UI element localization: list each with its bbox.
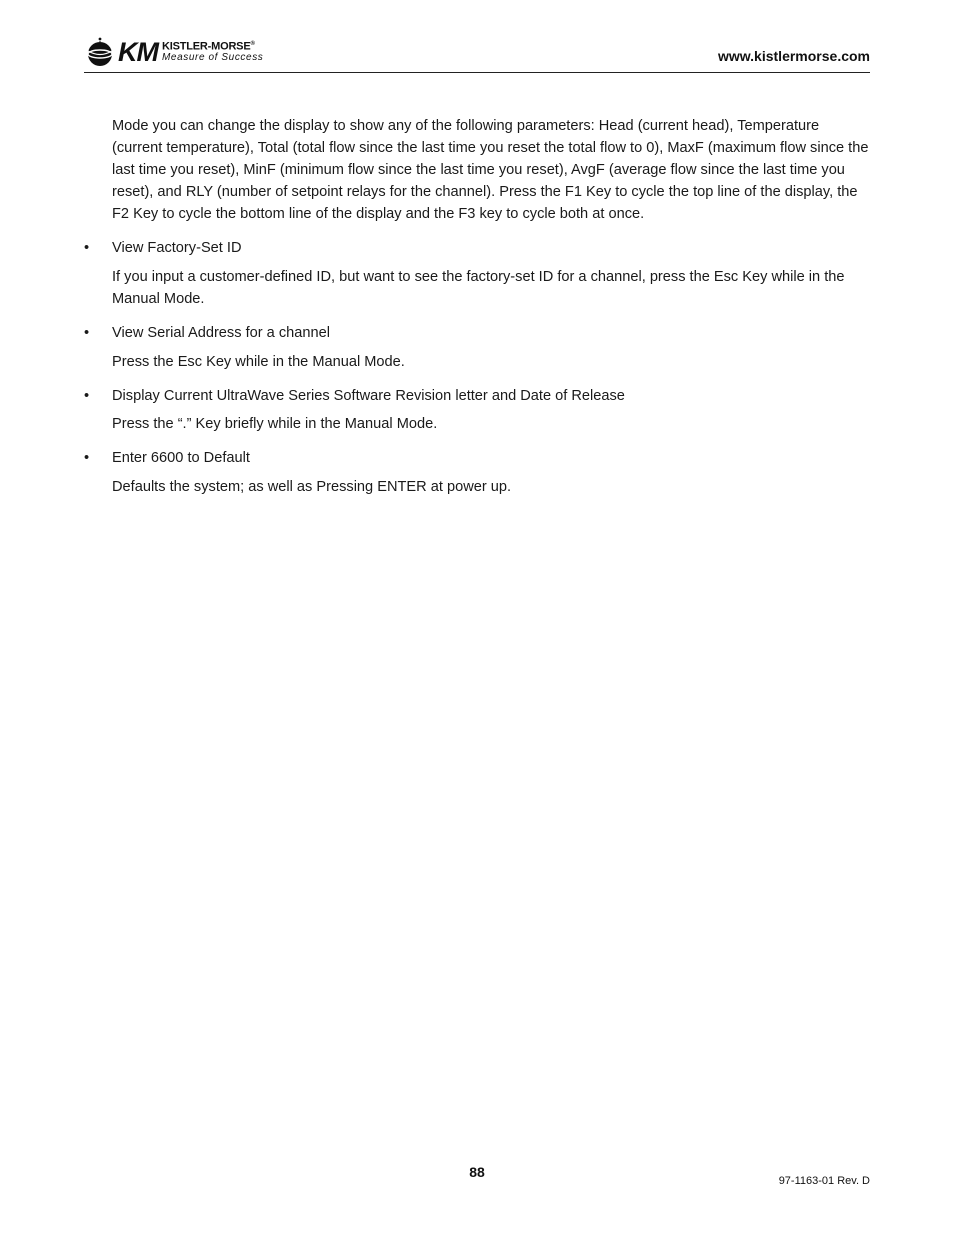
bullet-title: View Serial Address for a channel bbox=[112, 325, 330, 341]
bullet-icon: • bbox=[84, 240, 90, 256]
page-header bbox=[84, 34, 870, 73]
bullet-description: Press the “.” Key briefly while in the Manual Mode. bbox=[112, 416, 438, 432]
page-content bbox=[84, 115, 870, 510]
bullet-icon: • bbox=[84, 388, 90, 404]
logo-km: KM bbox=[118, 36, 158, 67]
logo-company-name: KISTLER-MORSE® bbox=[162, 40, 255, 53]
bullet-description: Defaults the system; as well as Pressing ENTER at power up. bbox=[112, 479, 512, 495]
document-revision: 97-1163-01 Rev. D bbox=[778, 1175, 870, 1187]
logo-text bbox=[162, 41, 263, 64]
bullet-icon: • bbox=[84, 450, 90, 466]
bullet-item bbox=[84, 237, 870, 259]
bullet-description: Press the Esc Key while in the Manual Mode. bbox=[112, 354, 405, 370]
bullet-description: If you input a customer-defined ID, but want to see the factory-set ID for a channel, press the Esc Key while in the Manual Mode. bbox=[112, 269, 845, 307]
bullet-icon: • bbox=[84, 325, 90, 341]
intro-paragraph: Mode you can change the display to show any of the following parameters: Head (current head), Temperature (current temperature), Total (total flow since the last time you reset the total flow to 0), MaxF (maximum flow since the last time you reset), MinF (minimum flow since the last time you reset), AvgF (average flow since the last time you reset), and RLY (number of setpoint relays for the channel). Press the F1 Key to cycle the top line of the display, the F2 Key to cycle the bottom line of the display and the F3 key to cycle both at once. bbox=[112, 118, 869, 222]
page-number: 88 bbox=[469, 1164, 485, 1180]
bullet-title: View Factory-Set ID bbox=[112, 240, 242, 256]
kistler-morse-logo bbox=[84, 36, 263, 68]
site-url: www.kistlermorse.com bbox=[718, 48, 870, 64]
bullet-title: Display Current UltraWave Series Software Revision letter and Date of Release bbox=[112, 388, 625, 404]
bullet-item bbox=[84, 385, 870, 407]
bullet-title: Enter 6600 to Default bbox=[112, 450, 250, 466]
logo-tagline: Measure of Success bbox=[162, 52, 264, 64]
globe-icon bbox=[84, 36, 116, 68]
bullet-item bbox=[84, 322, 870, 344]
bullet-item bbox=[84, 447, 870, 469]
